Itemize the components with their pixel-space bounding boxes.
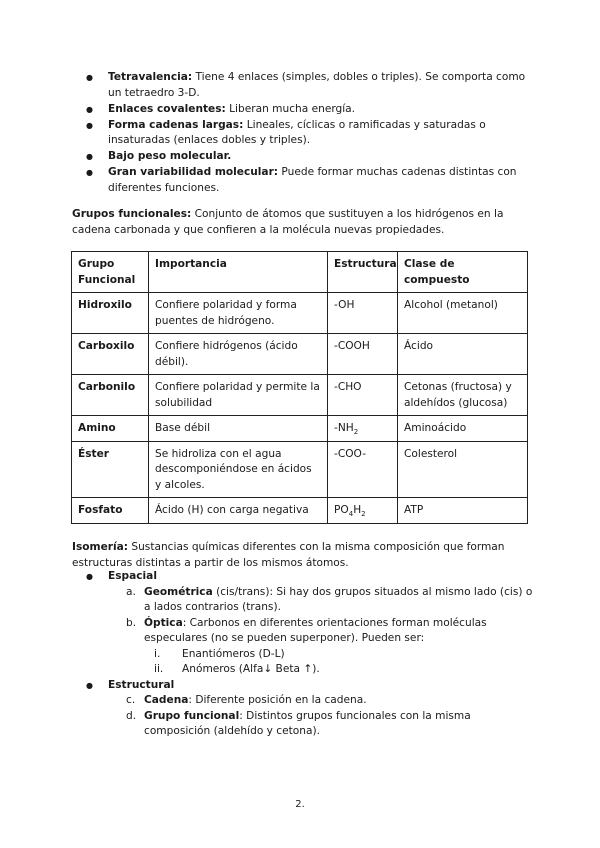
- grupo-cell: Carbonilo: [72, 375, 149, 416]
- grupo-cell: Éster: [72, 441, 149, 498]
- estructura-cell: $-NH_2$: [328, 416, 398, 442]
- importancia-cell: Confiere polaridad y permite la solubilidad: [149, 375, 328, 416]
- table-header-cell: Importancia: [149, 252, 328, 293]
- estructura-cell: -CHO: [328, 375, 398, 416]
- estructura-cell: $PO_4H_2$: [328, 498, 398, 524]
- table-header-row: [72, 252, 528, 293]
- estructura-cell: -COOH: [328, 334, 398, 375]
- property-item: ● Bajo peso molecular.: [86, 149, 534, 165]
- importancia-cell: Se hidroliza con el agua descomponiéndose en ácidos y alcoles.: [149, 441, 328, 498]
- estructura-cell: -COO-: [328, 441, 398, 498]
- importancia-cell: Base débil: [149, 416, 328, 442]
- list-item: b. Óptica: Carbonos en diferentes orientaciones forman moléculas especulares (no se pueden superponer). Pueden ser:: [126, 616, 487, 644]
- list-item: d. Grupo funcional: Distintos grupos funcionales con la misma composición (aldehído y cetona).: [126, 709, 471, 737]
- table-row: [72, 498, 528, 524]
- list-item: i. Enantiómeros (D-L): [154, 647, 285, 660]
- isomeria-list: [86, 569, 534, 740]
- estructura-cell: -OH: [328, 293, 398, 334]
- clase-cell: Cetonas (fructosa) y aldehídos (glucosa): [398, 375, 528, 416]
- table-row: [72, 441, 528, 498]
- table-row: [72, 416, 528, 442]
- clase-cell: Colesterol: [398, 441, 528, 498]
- importancia-cell: Confiere polaridad y forma puentes de hidrógeno.: [149, 293, 328, 334]
- properties-list: [86, 70, 534, 197]
- table-header-cell: Estructura: [328, 252, 398, 293]
- property-item: ● Gran variabilidad molecular: Puede formar muchas cadenas distintas con diferentes funciones.: [86, 165, 534, 196]
- functional-groups-table: [71, 251, 528, 524]
- list-item: a. Geométrica (cis/trans): Si hay dos grupos situados al mismo lado (cis) o a lados contrarios (trans).: [126, 585, 533, 613]
- clase-cell: ATP: [398, 498, 528, 524]
- list-item: c. Cadena: Diferente posición en la cadena.: [126, 694, 367, 706]
- isomeria-paragraph: Isomería: Sustancias químicas diferentes con la misma composición que forman estructuras distintas a partir de los mismos átomos.: [72, 541, 505, 569]
- table-row: [72, 334, 528, 375]
- list-item: ii. Anómeros (Alfa↓ Beta ↑).: [154, 663, 320, 675]
- grupo-cell: Hidroxilo: [72, 293, 149, 334]
- estructural-heading: ● Estructural: [86, 678, 534, 694]
- grupo-cell: Amino: [72, 416, 149, 442]
- clase-cell: Alcohol (metanol): [398, 293, 528, 334]
- espacial-heading: ● Espacial: [86, 569, 534, 585]
- table-row: [72, 293, 528, 334]
- table-header-cell: Clase de compuesto: [398, 252, 528, 293]
- property-item: ● Forma cadenas largas: Lineales, cíclicas o ramificadas y saturadas o insaturadas (enlaces dobles y triples).: [86, 118, 534, 149]
- clase-cell: Ácido: [398, 334, 528, 375]
- table-header-cell: Grupo Funcional: [72, 252, 149, 293]
- grupo-cell: Fosfato: [72, 498, 149, 524]
- importancia-cell: Confiere hidrógenos (ácido débil).: [149, 334, 328, 375]
- property-item: ● Enlaces covalentes: Liberan mucha energía.: [86, 102, 534, 118]
- page-number: 2.: [295, 799, 305, 810]
- importancia-cell: Ácido (H) con carga negativa: [149, 498, 328, 524]
- table-row: [72, 375, 528, 416]
- clase-cell: Aminoácido: [398, 416, 528, 442]
- grupo-cell: Carboxilo: [72, 334, 149, 375]
- grupos-funcionales-paragraph: Grupos funcionales: Conjunto de átomos que sustituyen a los hidrógenos en la cadena carbonada y que confieren a la molécula nuevas propiedades.: [72, 208, 504, 236]
- property-item: ● Tetravalencia: Tiene 4 enlaces (simples, dobles o triples). Se comporta como un tetraedro 3-D.: [86, 70, 534, 101]
